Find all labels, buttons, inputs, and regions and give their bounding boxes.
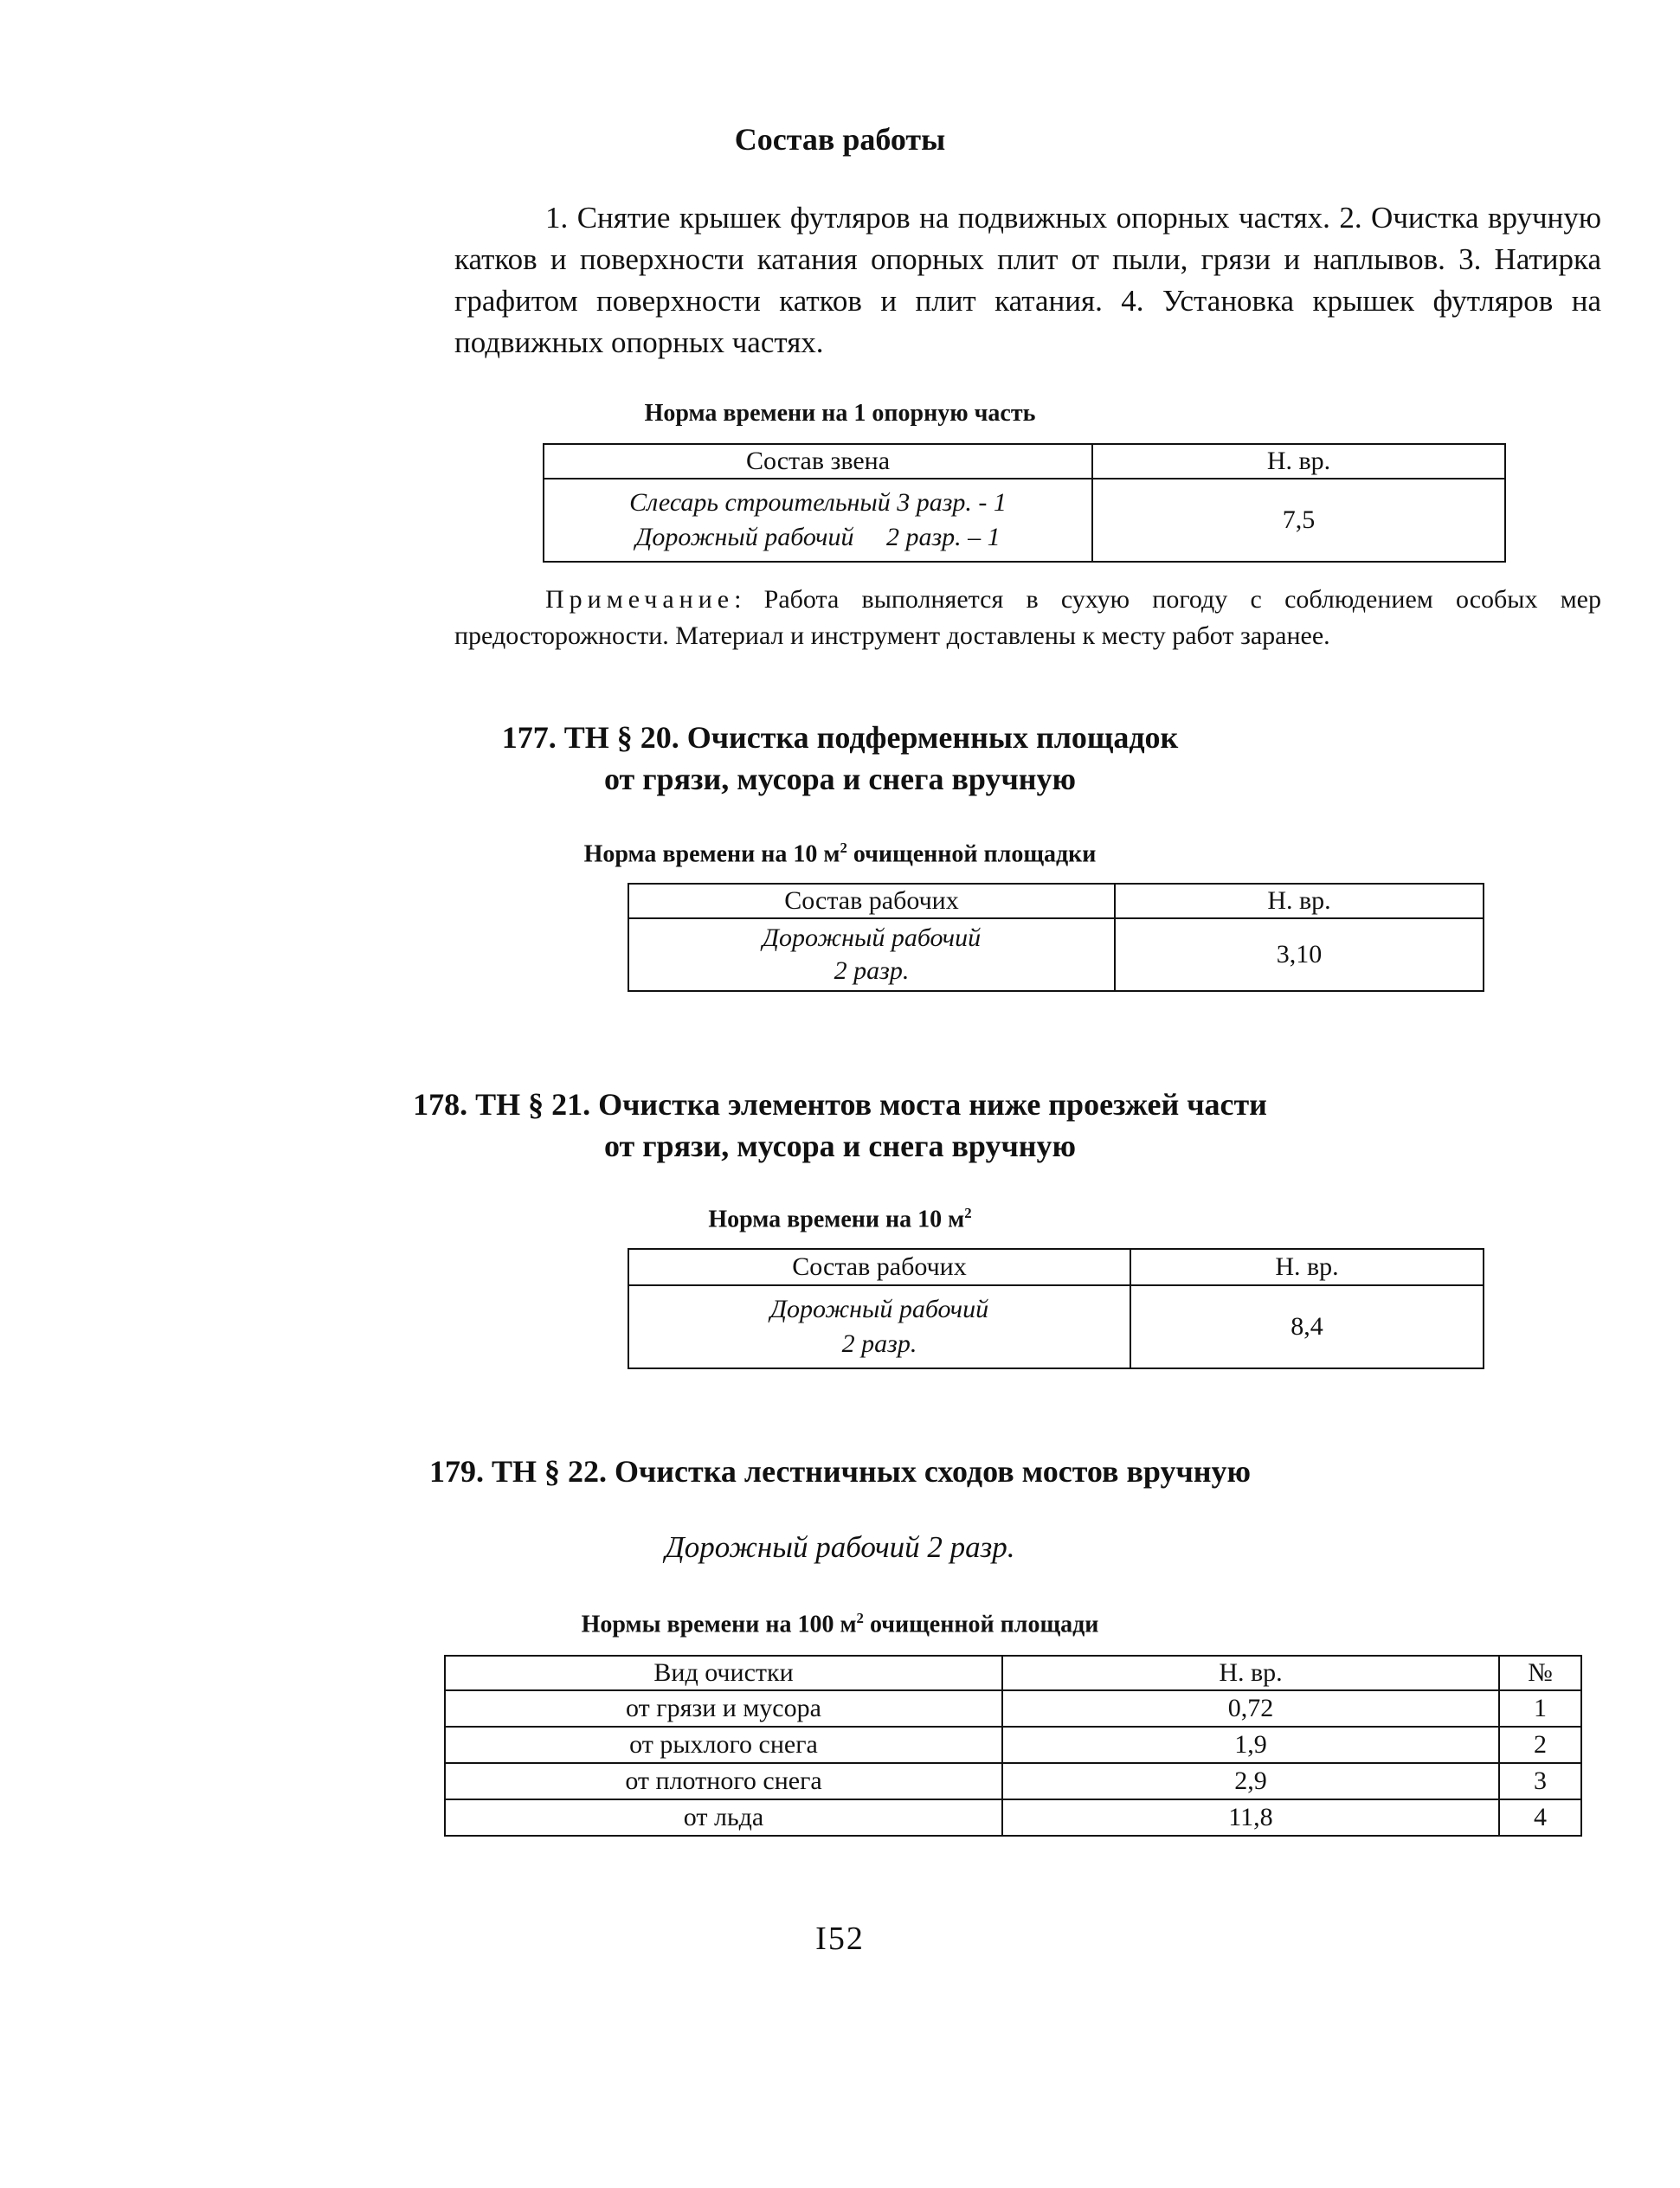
sec177-caption-text: Норма времени на 10 м [583, 840, 840, 868]
sec178-title-line-2: от грязи, мусора и снега вручную [603, 1129, 1076, 1163]
sec179-row-number: 2 [1499, 1727, 1581, 1763]
page-number: I52 [815, 1921, 865, 1957]
sec179-row-type: от льда [445, 1799, 1002, 1836]
sec178-composition-cell [628, 1285, 1130, 1368]
table-row [445, 1763, 1581, 1799]
sec179-row-norm: 1,9 [1002, 1727, 1499, 1763]
table1 [543, 443, 1506, 563]
table1-worker-line-1: Слесарь строительный 3 разр. - 1 [629, 488, 1007, 517]
sec177-title [0, 717, 1680, 800]
sec177-worker-line-1: Дорожный рабочий [762, 923, 982, 952]
sec177-title-line-2: от грязи, мусора и снега вручную [603, 762, 1076, 796]
sec178-worker-line-2: 2 разр. [841, 1329, 917, 1358]
sec177-caption-text-2: очищенной площадки [846, 840, 1097, 868]
sec179-worker: Дорожный рабочий 2 разр. [665, 1530, 1015, 1564]
table-row [445, 1799, 1581, 1836]
sec177-table [628, 883, 1484, 992]
sec177-worker-line-2: 2 разр. [834, 956, 910, 985]
sec178-header-composition: Состав рабочих [628, 1249, 1130, 1285]
sec178-value: 8,4 [1130, 1285, 1484, 1368]
sec179-caption-sup: 2 [856, 1610, 864, 1626]
sec177-value: 3,10 [1115, 918, 1484, 991]
sec179-row-number: 4 [1499, 1799, 1581, 1836]
sec177-composition-cell [628, 918, 1115, 991]
sec179-caption-text-2: очищенной площади [863, 1611, 1099, 1638]
sec179-row-number: 3 [1499, 1763, 1581, 1799]
sec178-caption [0, 1205, 1680, 1233]
table1-worker-line-2: Дорожный рабочий 2 разр. – 1 [635, 523, 1001, 551]
table-row [445, 1690, 1581, 1727]
table1-composition-cell [544, 479, 1092, 562]
sec179-header-number: № [1499, 1656, 1581, 1690]
table1-header-norm: Н. вр. [1092, 444, 1505, 479]
sec179-row-type: от рыхлого снега [445, 1727, 1002, 1763]
sec178-title-line-1: 178. ТН § 21. Очистка элементов моста ниже проезжей части [413, 1087, 1267, 1122]
sec177-header-norm: Н. вр. [1115, 884, 1484, 918]
table1-header-composition: Состав звена [544, 444, 1092, 479]
table1-value: 7,5 [1092, 479, 1505, 562]
sec178-worker-line-1: Дорожный рабочий [769, 1295, 989, 1323]
sec178-caption-text: Норма времени на 10 м [708, 1206, 965, 1233]
note-text: : Работа выполняется в сухую погоду с соблюдением особых мер предосторожности. Материал и инструмент доставлены к месту работ заранее. [454, 585, 1601, 650]
work-composition-heading: Состав работы [734, 122, 946, 157]
sec179-title: 179. ТН § 22. Очистка лестничных сходов мостов вручную [428, 1454, 1251, 1489]
sec179-row-norm: 2,9 [1002, 1763, 1499, 1799]
sec177-caption-sup: 2 [840, 840, 847, 856]
table1-caption: Норма времени на 1 опорную часть [644, 400, 1036, 427]
sec177-title-line-1: 177. ТН § 20. Очистка подферменных площадок [501, 720, 1179, 755]
sec177-caption [0, 840, 1680, 868]
sec179-caption [0, 1610, 1680, 1638]
sec178-table [628, 1248, 1484, 1369]
work-composition-text: 1. Снятие крышек футляров на подвижных опорных частях. 2. Очистка вручную катков и поверхности катания опорных плит от пыли, грязи и наплывов. 3. Натирка графитом поверхности катков и плит катания. 4. Установка крышек футляров на подвижных опорных частях. [454, 201, 1601, 359]
sec179-row-number: 1 [1499, 1690, 1581, 1727]
sec178-caption-sup: 2 [964, 1205, 972, 1221]
sec179-row-type: от грязи и мусора [445, 1690, 1002, 1727]
sec179-caption-text: Нормы времени на 100 м [581, 1611, 857, 1638]
sec179-table [444, 1655, 1582, 1837]
sec179-row-norm: 0,72 [1002, 1690, 1499, 1727]
sec179-row-norm: 11,8 [1002, 1799, 1499, 1836]
sec178-title [0, 1084, 1680, 1167]
sec177-header-composition: Состав рабочих [628, 884, 1115, 918]
note [454, 582, 1601, 654]
sec179-header-norm: Н. вр. [1002, 1656, 1499, 1690]
sec179-header-type: Вид очистки [445, 1656, 1002, 1690]
sec178-header-norm: Н. вр. [1130, 1249, 1484, 1285]
note-label: Примечание [545, 585, 735, 614]
table-row [445, 1727, 1581, 1763]
sec179-row-type: от плотного снега [445, 1763, 1002, 1799]
